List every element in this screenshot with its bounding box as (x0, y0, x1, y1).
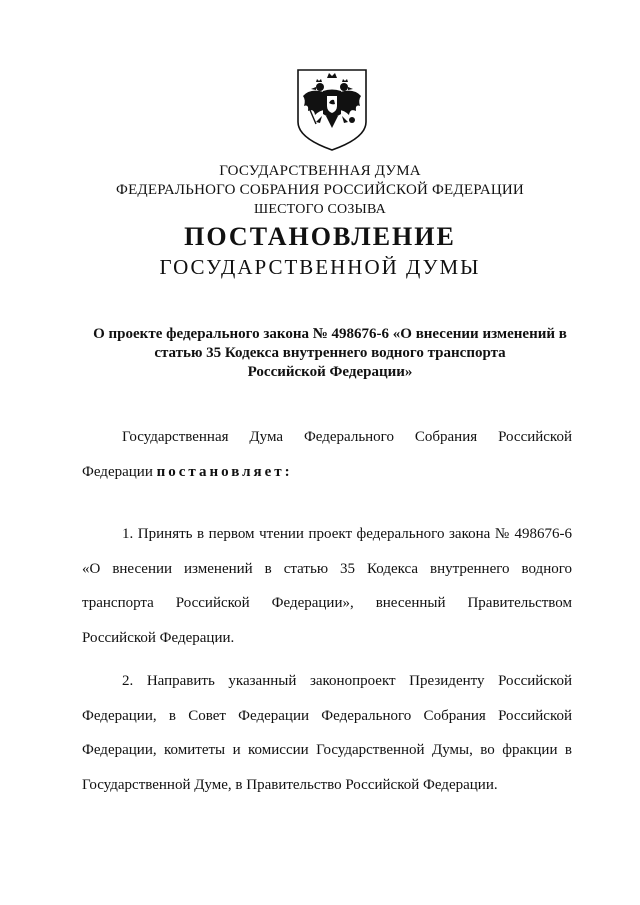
document-title: ПОСТАНОВЛЕНИЕ (184, 222, 456, 251)
item-paragraph-1: 1. Принять в первом чтении проект федерального закона № 498676-6 «О внесении изменений в статью 35 Кодекса внутреннего водного транспорта Российской Федерации», внесенный Правительством Российской Федерации. (82, 526, 572, 646)
item-paragraph-2: 2. Направить указанный законопроект Президенту Российской Федерации, в Совет Федерации Федерального Собрания Российской Федерации, комитеты и комиссии Государственной Думы, во фракции в Государственной Думе, в Правительство Российской Федерации. (82, 673, 572, 793)
header-line-2: ФЕДЕРАЛЬНОГО СОБРАНИЯ РОССИЙСКОЙ ФЕДЕРАЦИИ (116, 182, 524, 198)
preamble-paragraph (82, 420, 572, 489)
subject-line-2: статью 35 Кодекса внутреннего водного транспорта (154, 345, 506, 361)
double-headed-eagle-icon (294, 66, 370, 152)
document-subject (80, 325, 580, 382)
header-line-1: ГОСУДАРСТВЕННАЯ ДУМА (219, 163, 421, 179)
document-subtitle: ГОСУДАРСТВЕННОЙ ДУМЫ (159, 255, 481, 279)
header-line-3: ШЕСТОГО СОЗЫВА (254, 202, 386, 217)
subject-line-1: О проекте федерального закона № 498676-6 «О внесении изменений в (93, 326, 567, 342)
preamble-text: Государственная Дума Федерального Собрания Российской Федерации (82, 429, 572, 480)
subject-line-3: Российской Федерации» (247, 364, 413, 380)
decree-word: постановляет: (156, 463, 293, 480)
